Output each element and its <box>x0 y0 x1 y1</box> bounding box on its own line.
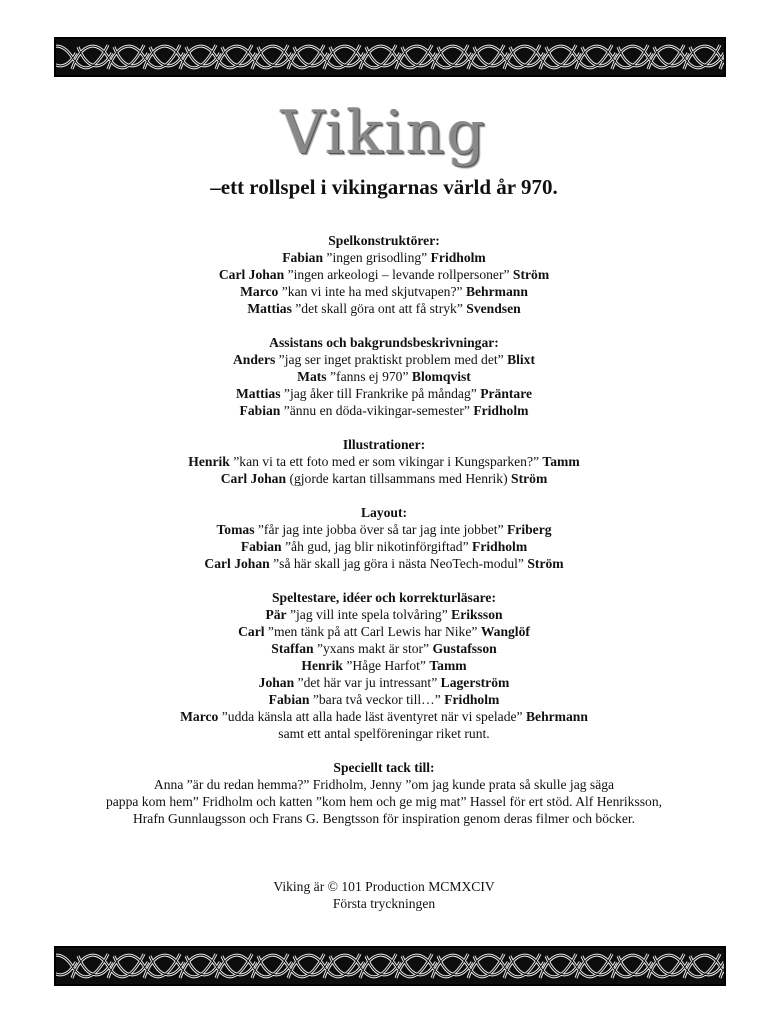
credit-line <box>20 266 748 283</box>
printing-line: Första tryckningen <box>332 896 436 911</box>
credit-quote: samt ett antal spelföreningar riket runt. <box>278 726 490 741</box>
credit-last-name: Ström <box>511 471 548 486</box>
credit-first-name: Marco <box>180 709 219 724</box>
credit-quote: ”kan vi inte ha med skjutvapen?” <box>278 284 466 299</box>
credit-last-name: Fridholm <box>444 692 500 707</box>
credits-section <box>20 436 748 487</box>
credit-quote: ”kan vi ta ett foto med er som vikingar i Kungsparken?” <box>229 454 543 469</box>
credit-first-name: Henrik <box>188 454 230 469</box>
credits-section <box>20 334 748 419</box>
section-heading: Spelkonstruktörer: <box>328 233 440 248</box>
credit-last-name: Ström <box>527 556 564 571</box>
knotwork-border-top <box>54 37 726 77</box>
credit-first-name: Fabian <box>282 250 324 265</box>
credit-last-name: Lagerström <box>440 675 510 690</box>
credit-first-name: Carl Johan <box>220 471 287 486</box>
credit-quote: ”Håge Harfot” <box>342 658 430 673</box>
credits-section <box>20 589 748 742</box>
credit-last-name: Fridholm <box>472 539 528 554</box>
credit-first-name: Carl Johan <box>204 556 270 571</box>
credit-quote: ”yxans makt är stor” <box>313 641 433 656</box>
credits-section <box>20 504 748 572</box>
thanks-section <box>20 759 748 827</box>
credit-quote: ”bara två veckor till…” <box>309 692 445 707</box>
copyright-line: Viking är © 101 Production MCMXCIV <box>273 879 495 894</box>
knotwork-pattern <box>56 39 724 75</box>
credit-line <box>20 351 748 368</box>
credit-quote: ”ingen grisodling” <box>323 250 431 265</box>
section-heading: Illustrationer: <box>342 437 426 452</box>
credit-last-name: Behrmann <box>465 284 528 299</box>
credits <box>20 232 748 844</box>
credit-first-name: Anders <box>232 352 276 367</box>
credit-quote: ”udda känsla att alla hade läst äventyret när vi spelade” <box>218 709 526 724</box>
credit-line <box>20 283 748 300</box>
credit-quote: ”men tänk på att Carl Lewis har Nike” <box>264 624 481 639</box>
credit-first-name: Carl Johan <box>218 267 285 282</box>
credit-first-name: Mattias <box>247 301 292 316</box>
credit-quote: ”det skall göra ont att få stryk” <box>291 301 467 316</box>
credit-quote: ”ännu en döda-vikingar-semester” <box>280 403 474 418</box>
credit-line <box>20 623 748 640</box>
credit-line <box>20 538 748 555</box>
credit-line <box>20 470 748 487</box>
credit-quote: ”fanns ej 970” <box>326 369 412 384</box>
credit-first-name: Marco <box>240 284 279 299</box>
credit-first-name: Mattias <box>235 386 281 401</box>
credit-last-name: Svendsen <box>466 301 521 316</box>
book-subtitle: –ett rollspel i vikingarnas värld år 970. <box>210 175 558 199</box>
credit-line <box>20 555 748 572</box>
credit-quote: ”får jag inte jobba över så tar jag inte jobbet” <box>254 522 507 537</box>
credit-first-name: Carl <box>238 624 265 639</box>
credit-line <box>20 606 748 623</box>
credit-first-name: Fabian <box>268 692 310 707</box>
credit-last-name: Behrmann <box>525 709 588 724</box>
credit-last-name: Eriksson <box>451 607 503 622</box>
credit-quote: ”jag åker till Frankrike på måndag” <box>280 386 481 401</box>
credit-line <box>20 657 748 674</box>
credit-first-name: Henrik <box>301 658 343 673</box>
credit-last-name: Ström <box>512 267 550 282</box>
credit-last-name: Tamm <box>542 454 580 469</box>
credit-last-name: Friberg <box>507 522 552 537</box>
section-heading: Layout: <box>360 505 408 520</box>
credit-quote: ”det här var ju intressant” <box>294 675 441 690</box>
credit-first-name: Staffan <box>271 641 314 656</box>
credit-quote: ”så här skall jag göra i nästa NeoTech-modul” <box>269 556 528 571</box>
credit-first-name: Johan <box>258 675 295 690</box>
colophon <box>0 878 768 912</box>
credit-quote: ”åh gud, jag blir nikotinförgiftad” <box>281 539 473 554</box>
credit-line <box>20 402 748 419</box>
credit-first-name: Pär <box>265 607 287 622</box>
credit-first-name: Tomas <box>216 522 255 537</box>
knotwork-border-bottom <box>54 946 726 986</box>
credit-line <box>20 674 748 691</box>
credit-quote: ”ingen arkeologi – levande rollpersoner” <box>284 267 513 282</box>
thanks-line: Anna ”är du redan hemma?” Fridholm, Jenny ”om jag kunde prata så skulle jag säga <box>153 777 615 792</box>
credit-last-name: Fridholm <box>473 403 529 418</box>
credits-section <box>20 232 748 317</box>
credit-first-name: Fabian <box>240 539 282 554</box>
credit-first-name: Fabian <box>239 403 281 418</box>
credit-line <box>20 385 748 402</box>
credit-line <box>20 453 748 470</box>
credit-last-name: Blomqvist <box>411 369 471 384</box>
credit-last-name: Gustafsson <box>432 641 497 656</box>
credit-last-name: Blixt <box>507 352 536 367</box>
credit-quote: ”jag vill inte spela tolvåring” <box>286 607 452 622</box>
credit-line <box>20 691 748 708</box>
credit-last-name: Fridholm <box>430 250 486 265</box>
credit-line <box>20 249 748 266</box>
credit-quote: ”jag ser inget praktiskt problem med det” <box>275 352 508 367</box>
book-title: Viking <box>280 98 488 168</box>
section-heading: Speltestare, idéer och korrekturläsare: <box>271 590 496 605</box>
credit-last-name: Präntare <box>480 386 533 401</box>
credit-last-name: Wanglöf <box>480 624 530 639</box>
thanks-line: Hrafn Gunnlaugsson och Frans G. Bengtsson för inspiration genom deras filmer och böcker. <box>132 811 636 826</box>
credit-line <box>20 640 748 657</box>
credit-first-name: Mats <box>297 369 327 384</box>
knotwork-pattern <box>56 948 724 984</box>
thanks-line: pappa kom hem” Fridholm och katten ”kom hem och ge mig mat” Hassel för ert stöd. Alf Henriksson, <box>105 794 663 809</box>
credit-quote: (gjorde kartan tillsammans med Henrik) <box>286 471 512 486</box>
credit-line <box>20 521 748 538</box>
thanks-heading: Speciellt tack till: <box>333 760 435 775</box>
credit-last-name: Tamm <box>429 658 467 673</box>
credit-line <box>20 725 748 742</box>
credit-line <box>20 300 748 317</box>
section-heading: Assistans och bakgrundsbeskrivningar: <box>269 335 499 350</box>
credit-line <box>20 708 748 725</box>
credit-line <box>20 368 748 385</box>
